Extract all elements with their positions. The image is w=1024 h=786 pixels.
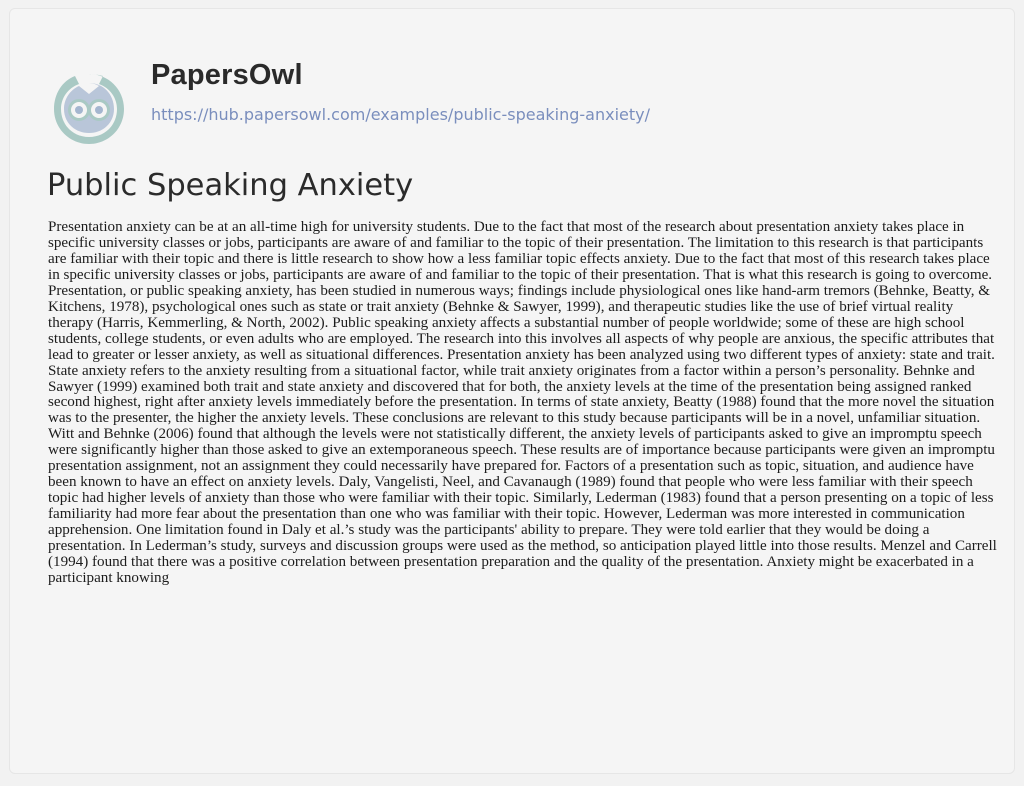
brand-name: PapersOwl [151,59,303,91]
logo-graphic [50,70,128,148]
logo-right-pupil [95,106,103,114]
page-title: Public Speaking Anxiety [47,168,414,203]
owl-face-icon [50,70,128,148]
source-url-link[interactable]: https://hub.papersowl.com/examples/public-speaking-anxiety/ [151,105,650,124]
logo-left-pupil [75,106,83,114]
essay-body: Presentation anxiety can be at an all-time high for university students. Due to the fact that most of the research about presentation anxiety takes place in specific university classes or jobs, participants are aware of and familiar to the topic of their presentation. The limitation to this research is that participants are familiar with their topic and there is little research to show how a less familiar topic effects anxiety. Due to the fact that most of this research takes place in specific university classes or jobs, participants are aware of and familiar to the topic of their presentation. That is what this research is going to overcome. Presentation, or public speaking anxiety, has been studied in numerous ways; findings include physiological ones like hand-arm tremors (Behnke, Beatty, & Kitchens, 1978), psychological ones such as state or trait anxiety (Behnke & Sawyer, 1999), and therapeutic studies like the use of brief virtual reality therapy (Harris, Kemmerling, & North, 2002). Public speaking anxiety affects a substantial number of people worldwide; some of these are high school students, college students, or even adults who are employed. The research into this involves all aspects of why people are anxious, the specific attributes that lead to greater or lesser anxiety, as well as situational differences. Presentation anxiety has been analyzed using two different types of anxiety: state and trait. State anxiety refers to the anxiety resulting from a situational factor, while trait anxiety originates from a factor within a person’s personality. Behnke and Sawyer (1999) examined both trait and state anxiety and discovered that for both, the anxiety levels at the time of the presentation being assigned ranked second highest, right after anxiety levels immediately before the presentation. In terms of state anxiety, Beatty (1988) found that the more novel the situation was to the presenter, the higher the anxiety levels. These conclusions are relevant to this study because participants will be in a novel, unfamiliar situation. Witt and Behnke (2006) found that although the levels were not statistically different, the anxiety levels of participants asked to give an impromptu speech were significantly higher than those asked to give an extemporaneous speech. These results are of importance because participants were given an impromptu presentation assignment, not an assignment they could necessarily have prepared for. Factors of a presentation such as topic, situation, and audience have been known to have an effect on anxiety levels. Daly, Vangelisti, Neel, and Cavanaugh (1989) found that people who were less familiar with their speech topic had higher levels of anxiety than those who were familiar with their topic. Similarly, Lederman (1983) found that a person presenting on a topic of less familiarity had more fear about the presentation than one who was familiar with their topic. However, Lederman was more interested in communication apprehension. One limitation found in Daly et al.’s study was the participants' ability to prepare. They were told earlier that they would be doing a presentation. In Lederman’s study, surveys and discussion groups were used as the method, so anticipation played little into those results. Menzel and Carrell (1994) found that there was a positive correlation between presentation preparation and the quality of the presentation. Anxiety might be exacerbated in a participant knowing [48,219,997,586]
